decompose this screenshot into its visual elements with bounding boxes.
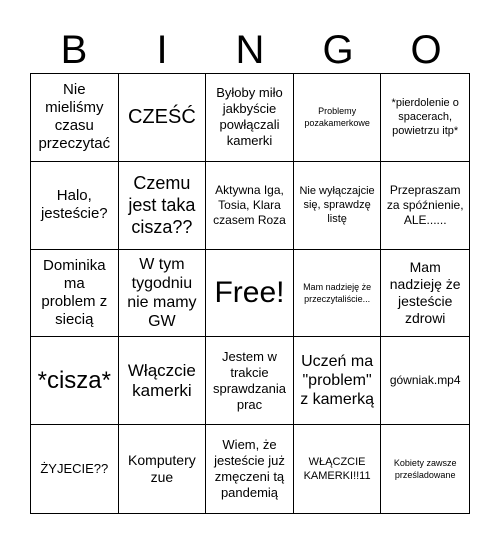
bingo-cell-r2c3[interactable]: Aktywna Iga, Tosia, Klara czasem Roza (206, 162, 294, 250)
header-letter-o: O (410, 28, 442, 72)
bingo-cell-r5c2[interactable]: Komputery zue (119, 425, 207, 513)
header-letter-i: I (156, 28, 168, 72)
bingo-cell-r3c1[interactable]: Dominika ma problem z siecią (31, 250, 119, 338)
bingo-cell-r5c4[interactable]: WŁĄCZCIE KAMERKI!!11 (294, 425, 382, 513)
bingo-cell-r2c1[interactable]: Halo, jesteście? (31, 162, 119, 250)
bingo-cell-r2c5[interactable]: Przepraszam za spóźnienie, ALE...... (381, 162, 469, 250)
bingo-cell-r1c1[interactable]: Nie mieliśmy czasu przeczytać (31, 74, 119, 162)
bingo-cell-r4c5[interactable]: gówniak.mp4 (381, 337, 469, 425)
bingo-cell-r4c3[interactable]: Jestem w trakcie sprawdzania prac (206, 337, 294, 425)
bingo-cell-r4c1[interactable]: *cisza* (31, 337, 119, 425)
bingo-cell-r3c5[interactable]: Mam nadzieję że jesteście zdrowi (381, 250, 469, 338)
bingo-cell-r2c4[interactable]: Nie wyłączajcie się, sprawdzę listę (294, 162, 382, 250)
bingo-cell-r3c2[interactable]: W tym tygodniu nie mamy GW (119, 250, 207, 338)
bingo-cell-r4c4[interactable]: Uczeń ma "problem" z kamerką (294, 337, 382, 425)
bingo-cell-r1c3[interactable]: Byłoby miło jakbyście powłączali kamerki (206, 74, 294, 162)
bingo-card (30, 73, 470, 514)
header-letter-n: N (235, 28, 265, 72)
bingo-cell-r3c4[interactable]: Mam nadzieję że przeczytaliście... (294, 250, 382, 338)
bingo-cell-r1c4[interactable]: Problemy pozakamerkowe (294, 74, 382, 162)
header-letter-b: B (60, 28, 88, 72)
bingo-cell-r1c2[interactable]: CZEŚĆ (119, 74, 207, 162)
bingo-cell-r5c5[interactable]: Kobiety zawsze prześladowane (393, 458, 457, 481)
bingo-cell-free[interactable]: Free! (206, 250, 294, 338)
bingo-cell-r5c1[interactable]: ŻYJECIE?? (31, 425, 119, 513)
bingo-cell-r5c3[interactable]: Wiem, że jesteście już zmęczeni tą pandemią (206, 425, 294, 513)
bingo-cell-r2c2[interactable]: Czemu jest taka cisza?? (119, 162, 207, 250)
bingo-cell-r4c2[interactable]: Włączcie kamerki (119, 337, 207, 425)
bingo-header (30, 28, 470, 72)
bingo-cell-r1c5[interactable]: *pierdolenie o spacerach, powietrzu itp* (381, 74, 469, 162)
header-letter-g: G (322, 28, 354, 72)
